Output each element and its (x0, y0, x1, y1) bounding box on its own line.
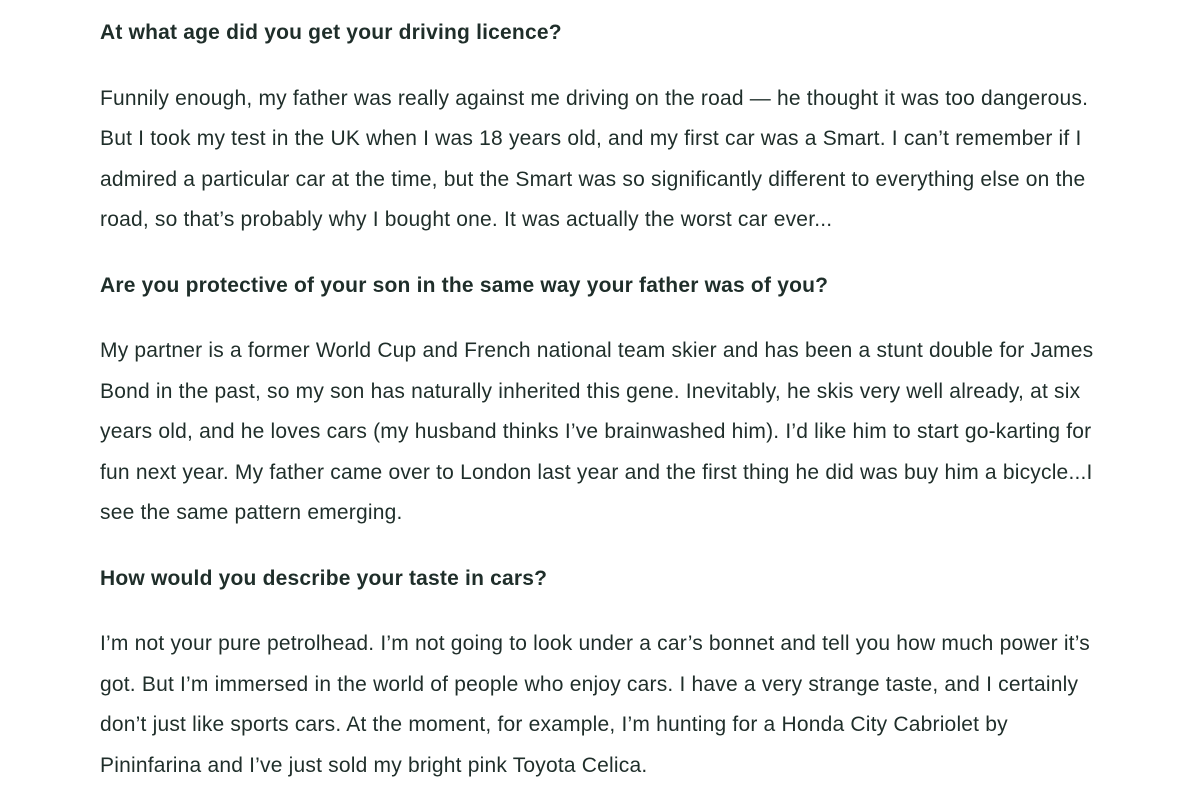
qa-section (100, 559, 1100, 787)
qa-section (100, 266, 1100, 534)
question-heading: At what age did you get your driving licence? (100, 21, 562, 44)
interview-article (100, 0, 1100, 786)
question-heading: How would you describe your taste in cars? (100, 566, 548, 590)
answer-paragraph: I’m not your pure petrolhead. I’m not going to look under a car’s bonnet and tell you how much power it’s got. But I’m immersed in the world of people who enjoy cars. I have a very strange taste, and I certainly don’t just like sports cars. At the moment, for example, I’m hunting for a Honda City Cabriolet by Pininfarina and I’ve just sold my bright pink Toyota Celica. (100, 632, 1090, 777)
qa-section (100, 13, 1100, 241)
answer-paragraph: My partner is a former World Cup and French national team skier and has been a stunt double for James Bond in the past, so my son has naturally inherited this gene. Inevitably, he skis very well already, at six years old, and he loves cars (my husband thinks I’ve brainwashed him). I’d like him to start go-karting for fun next year. My father came over to London last year and the first thing he did was buy him a bicycle...I see the same pattern emerging. (100, 339, 1094, 524)
answer-paragraph: Funnily enough, my father was really against me driving on the road — he thought it was too dangerous. But I took my test in the UK when I was 18 years old, and my first car was a Smart. I can’t remember if I admired a particular car at the time, but the Smart was so significantly different to everything else on the road, so that’s probably why I bought one. It was actually the worst car ever... (100, 86, 1089, 231)
question-heading: Are you protective of your son in the same way your father was of you? (100, 273, 829, 297)
